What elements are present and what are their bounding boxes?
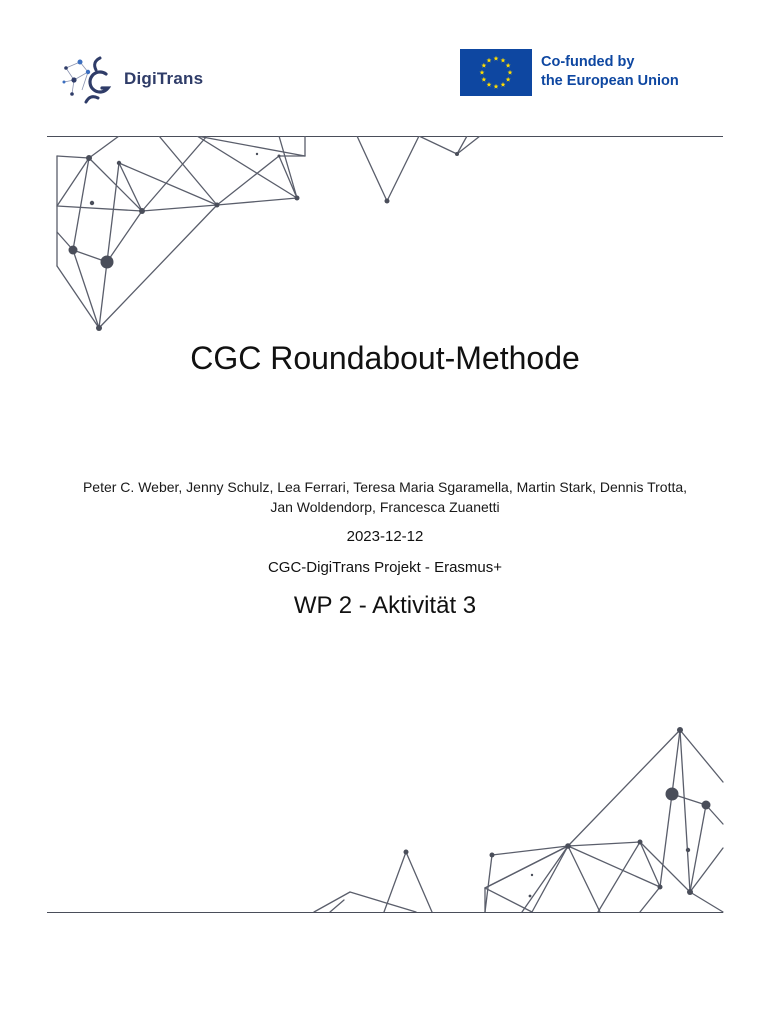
network-decoration-bottom-icon xyxy=(300,720,724,914)
authors-line-2: Jan Woldendorp, Francesca Zuanetti xyxy=(270,499,500,515)
network-decoration-top-icon xyxy=(47,136,507,336)
eu-star-icon xyxy=(494,84,499,89)
eu-star-icon xyxy=(480,70,485,75)
eu-cofunded-logo xyxy=(460,49,720,97)
eu-star-icon xyxy=(506,77,511,82)
eu-flag-icon xyxy=(460,49,532,96)
authors-line-1: Peter C. Weber, Jenny Schulz, Lea Ferrari, Teresa Maria Sgaramella, Martin Stark, Dennis Trotta, xyxy=(82,479,688,495)
eu-star-icon xyxy=(494,56,499,61)
digitrans-logo xyxy=(58,50,238,110)
eu-cofunded-text xyxy=(541,53,679,91)
eu-text-line2: the European Union xyxy=(541,73,679,89)
eu-star-icon xyxy=(481,63,486,68)
eu-star-icon xyxy=(501,82,506,87)
eu-star-icon xyxy=(508,70,513,75)
eu-text-line1: Co-funded by xyxy=(541,54,635,70)
eu-star-icon xyxy=(487,58,492,63)
document-title: CGC Roundabout-Methode xyxy=(190,340,580,376)
project-name: CGC-DigiTrans Projekt - Erasmus+ xyxy=(267,559,503,576)
work-package-heading: WP 2 - Aktivität 3 xyxy=(293,592,477,619)
eu-star-icon xyxy=(481,77,486,82)
eu-star-icon xyxy=(501,58,506,63)
eu-star-icon xyxy=(487,82,492,87)
digitrans-logo-mark-icon xyxy=(58,50,128,110)
eu-star-icon xyxy=(506,63,511,68)
digitrans-wordmark: DigiTrans xyxy=(124,69,204,88)
author-list xyxy=(40,477,730,517)
document-date: 2023-12-12 xyxy=(346,528,424,545)
bottom-divider xyxy=(47,912,723,913)
